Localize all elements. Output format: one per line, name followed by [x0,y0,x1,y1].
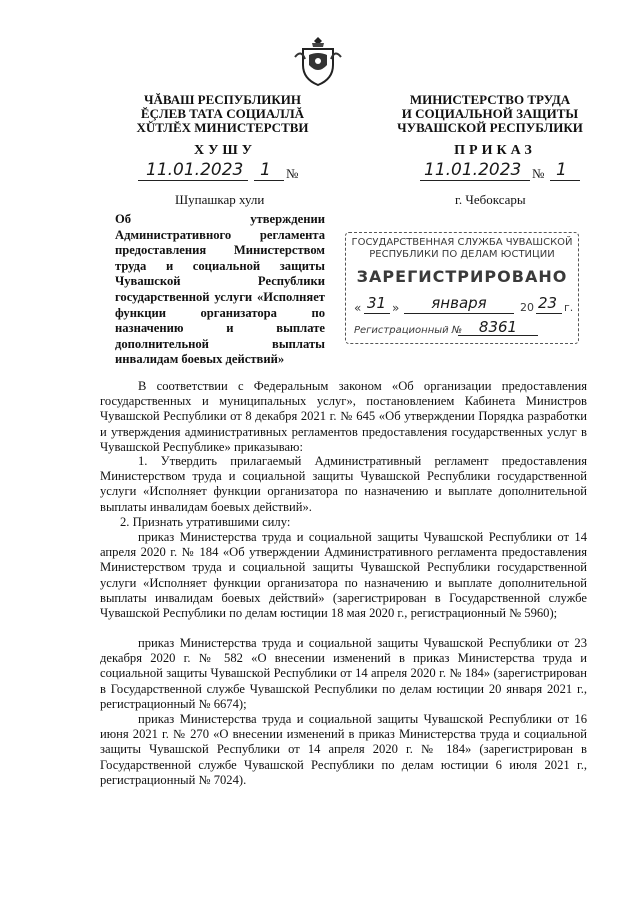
left-org-line: ХŬТЛĔХ МИНИСТЕРСТВИ [136,120,309,135]
right-number-sign: № [532,166,545,181]
stamp-reg-number: 8361 [478,318,518,336]
left-organization [115,93,330,135]
body-paragraph [100,454,587,515]
body-paragraph-order-184: приказ Министерства труда и социальной защиты Чувашской Республики от 14 апреля 2020 г. № 184 «Об утверждении Административного регламента предоставления Министерством труда и социальной защиты Чувашской Республики государственной услуги «Исполняет функции организатора по назначению и выплате дополнительной выплаты инвалидам боевых действий» (зарегистрирован в Государственной службе Чувашской Республики по делам юстиции 18 мая 2020 г., регистрационный № 5960); [100,530,587,621]
right-org-line: И СОЦИАЛЬНОЙ ЗАЩИТЫ [401,106,579,121]
body-paragraph-order-270: приказ Министерства труда и социальной защиты Чувашской Республики от 16 июня 2021 г. № 270 «О внесении изменений в приказ Министерства труда и социальной защиты Чувашской Республики от 14 апреля 2020 г. № 184» (зарегистрирован в Государственной службе Чувашской Республики по делам юстиции 6 июля 2021 г., регистрационный № 7024). [100,712,587,787]
stamp-day-line [364,293,390,314]
left-doc-type: ХУШУ [193,143,257,158]
right-org-line: МИНИСТЕРСТВО ТРУДА [409,92,571,107]
stamp-day: 31 [367,294,387,312]
left-number-line [254,160,284,181]
body-paragraph [100,379,587,455]
body-paragraph [100,515,587,530]
body-paragraph [100,712,587,788]
right-org-line: ЧУВАШСКОЙ РЕСПУБЛИКИ [397,120,583,135]
right-number-line [550,160,580,181]
stamp-year-mark: г. [564,301,574,314]
left-date-line [138,160,248,181]
document-title: Об утверждении Административного регламента предоставления Министерством труда и социальной защиты Чувашской Республики государственной услуги «Исполняет функции организатора по назначению и выплате дополнительной выплаты инвалидам боевых действий» [115,212,325,367]
stamp-org-line: ГОСУДАРСТВЕННАЯ СЛУЖБА ЧУВАШСКОЙ [351,237,573,248]
stamp-month-line [404,293,514,314]
stamp-registered: ЗАРЕГИСТРИРОВАНО [356,267,568,286]
stamp-year-prefix: 20 [520,301,534,314]
stamp-reg-label: Регистрационный № [354,325,463,336]
stamp-quote-close: » [392,301,400,315]
left-org-line: ЧĂВАШ РЕСПУБЛИКИН [143,92,302,107]
body-paragraph-intro: В соответствии с Федеральным законом «Об организации предоставления государственных и муниципальных услуг», постановлением Кабинета Министров Чувашской Республики от 8 декабря 2021 г. № 645 «Об утверждении Порядка разработки и утверждения административных регламентов предоставления государственных услуг в Чувашской Республике» приказываю: [100,379,587,454]
body-paragraph-order-582: приказ Министерства труда и социальной защиты Чувашской Республики от 23 декабря 2020 г. № 582 «О внесении изменений в приказ Министерства труда и социальной защиты Чувашской Республики от 14 апреля 2020 г. № 184» (зарегистрирован в Государственной службе Чувашской Республики по делам юстиции 20 января 2021 г., регистрационный № 6674); [100,636,587,711]
right-number: 1 [556,160,567,180]
right-doc-type: ПРИКАЗ [454,143,536,158]
stamp-quote-open: « [354,301,362,315]
stamp-reg-line [458,317,538,336]
right-date-line [420,160,530,181]
left-number-sign: № [286,166,299,181]
stamp-org-line: РЕСПУБЛИКИ ПО ДЕЛАМ ЮСТИЦИИ [369,249,555,260]
right-place: г. Чебоксары [455,192,526,207]
stamp-month: января [431,294,487,312]
stamp-year-line [536,293,562,314]
body-paragraph-item-1: 1. Утвердить прилагаемый Административный регламент предоставления Министерством труда и социальной защиты Чувашской Республики государственной услуги «Исполняет функции организатора по назначению и выплате дополнительной выплаты инвалидам боевых действий». [100,454,587,514]
stamp-organization [346,237,578,261]
coat-of-arms-icon [293,35,343,87]
left-org-line: ĔÇЛЕВ ТАТА СОЦИАЛЛĂ [140,106,305,121]
left-place: Шупашкар хули [175,192,265,207]
stamp-year: 23 [538,294,558,312]
body-paragraph [100,530,587,621]
right-date: 11.01.2023 [424,160,522,180]
body-paragraph [100,636,587,712]
left-number: 1 [260,160,271,180]
left-date: 11.01.2023 [146,160,244,180]
registration-stamp [345,232,579,344]
body-paragraph-item-2: 2. Признать утратившими силу: [120,515,291,529]
right-organization [395,93,585,135]
